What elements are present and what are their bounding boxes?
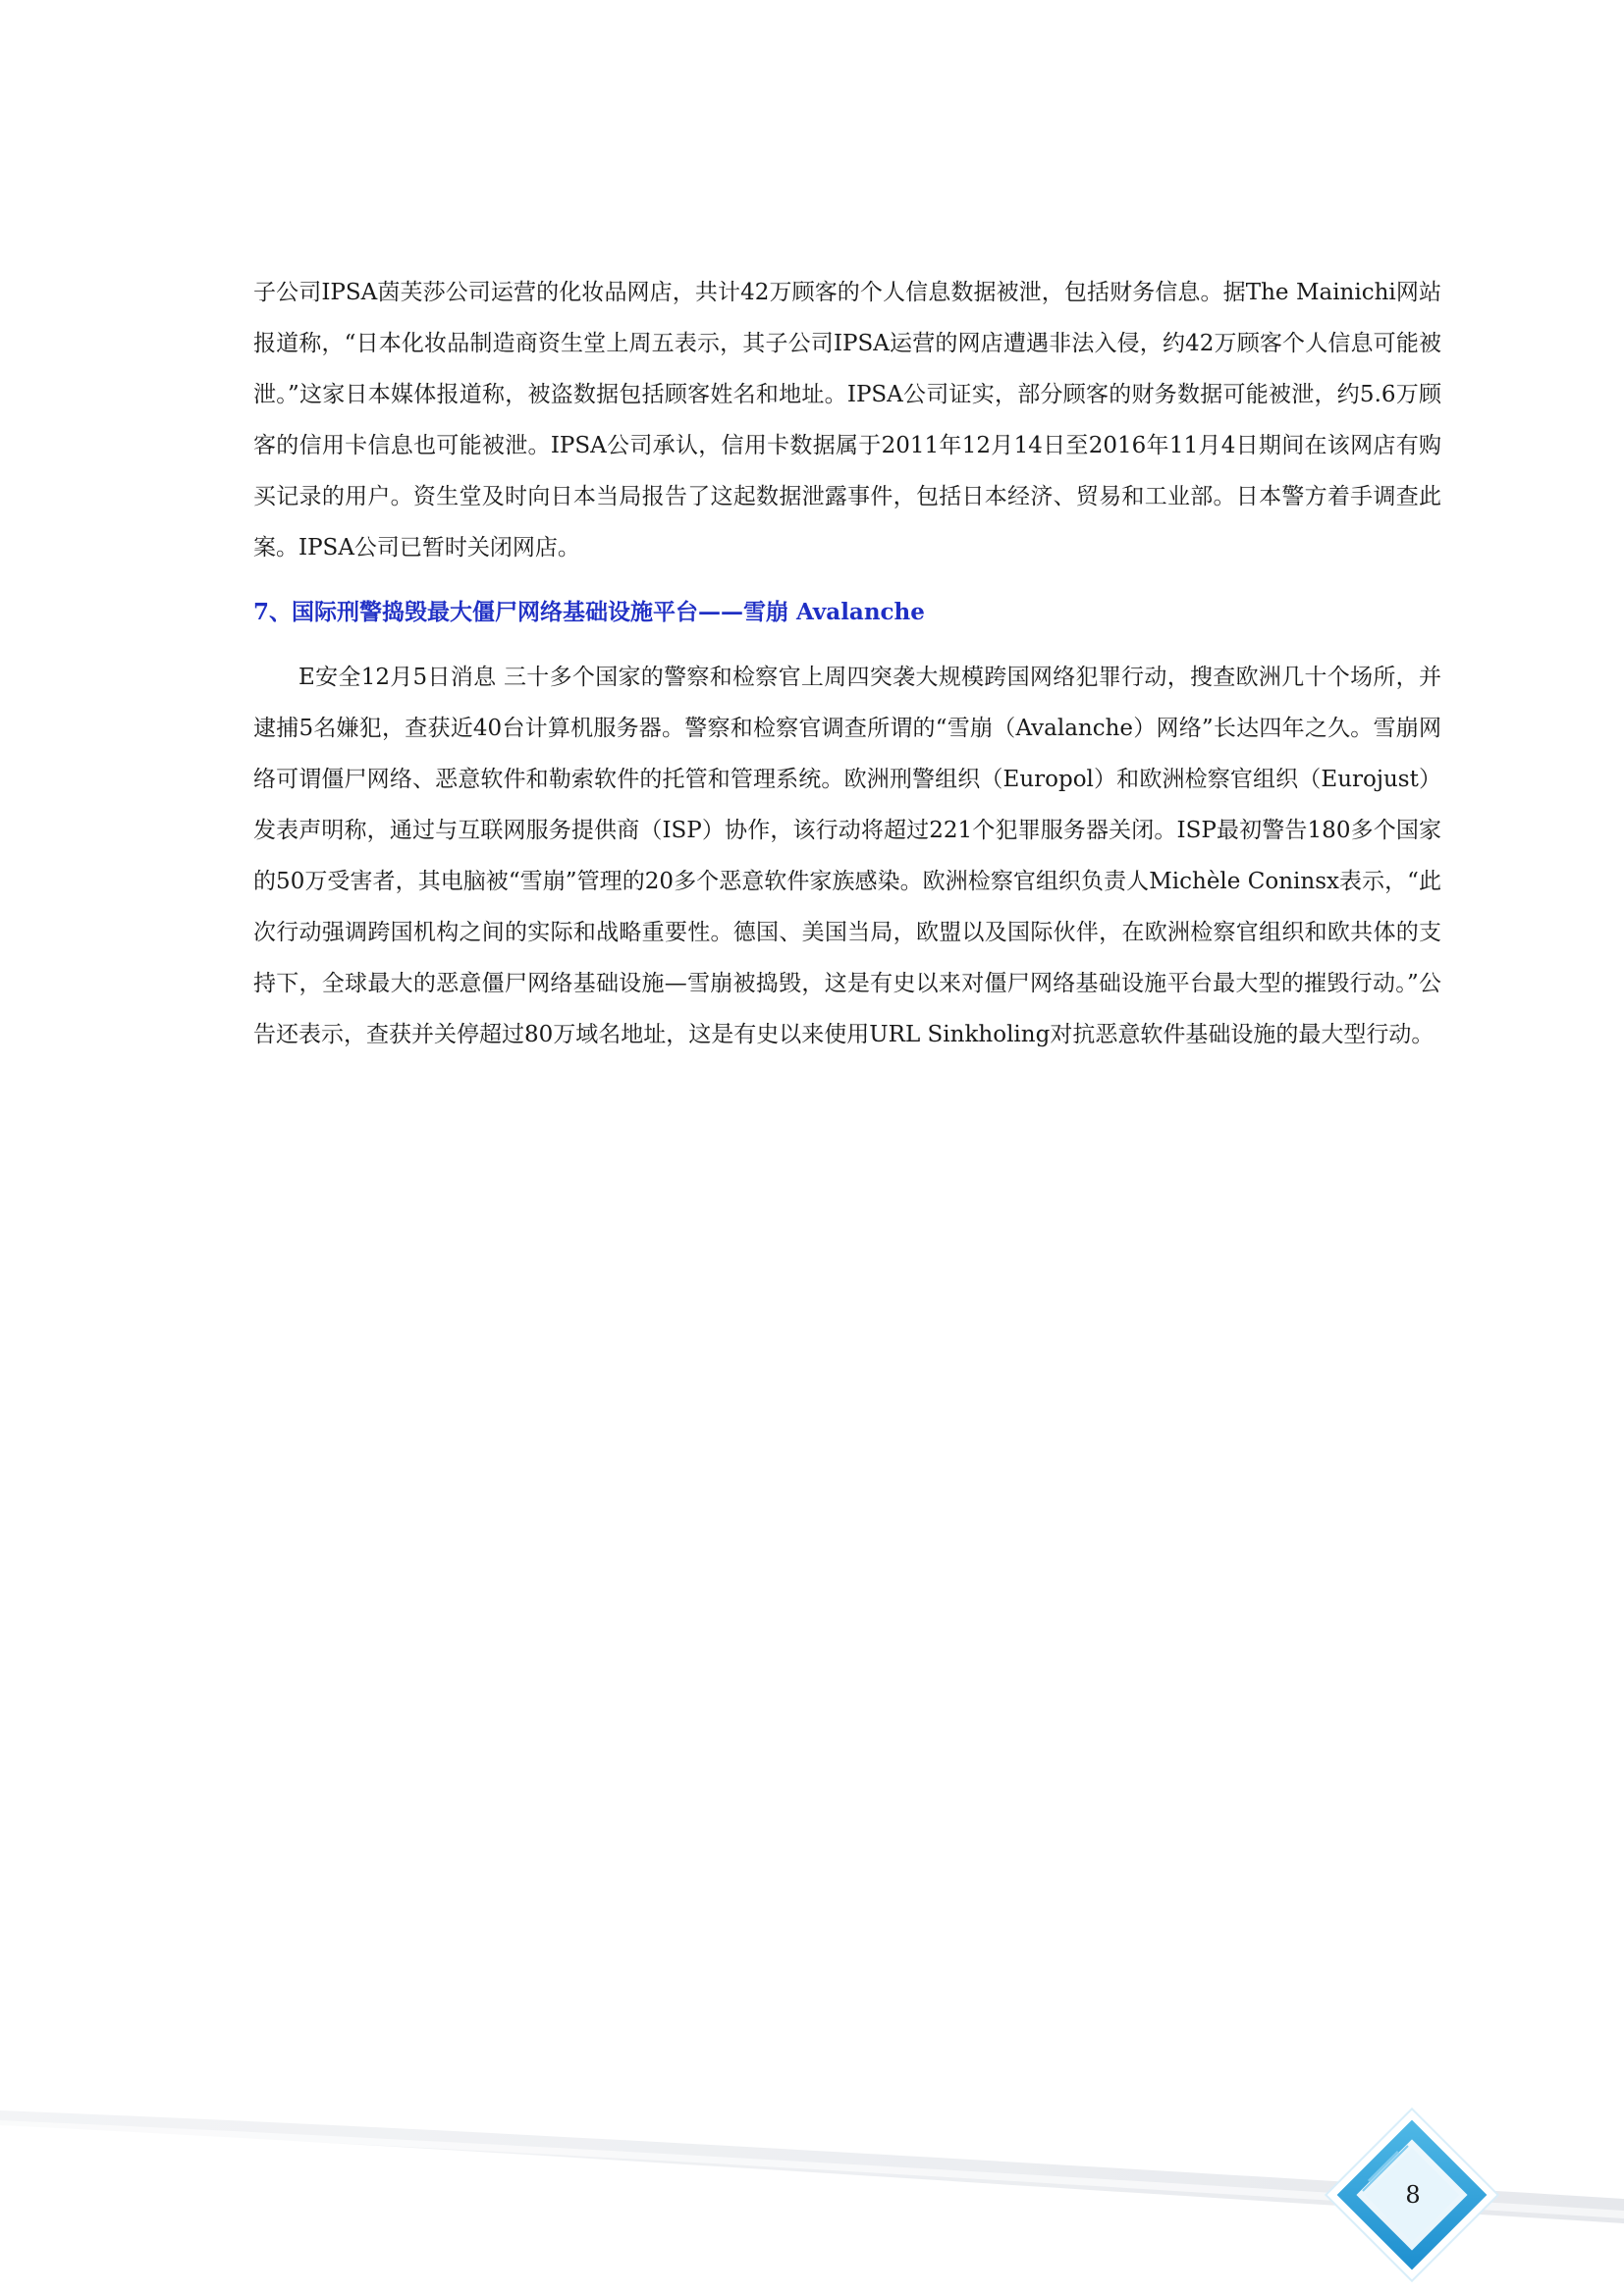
paragraph-avalanche: E安全12月5日消息 三十多个国家的警察和检察官上周四突袭大规模跨国网络犯罪行动，搜查欧洲几十个场所，并逮捕5名嫌犯，查获近40台计算机服务器。警察和检察官调查所谓的“雪崩（Avalanche）网络”长达四年之久。雪崩网络可谓僵尸网络、恶意软件和勒索软件的托管和管理系统。欧洲刑警组织（Europol）和欧洲检察官组织（Eurojust）发表声明称，通过与互联网服务提供商（ISP）协作，该行动将超过221个犯罪服务器关闭。ISP最初警告180多个国家的50万受害者，其电脑被“雪崩”管理的20多个恶意软件家族感染。欧洲检察官组织负责人Michèle Coninsx表示，“此次行动强调跨国机构之间的实际和战略重要性。德国、美国当局，欧盟以及国际伙伴，在欧洲检察官组织和欧共体的支持下，全球最大的恶意僵尸网络基础设施—雪崩被捣毁，这是有史以来对僵尸网络基础设施平台最大型的摧毁行动。”公告还表示，查获并关停超过80万域名地址，这是有史以来使用URL Sinkholing对抗恶意软件基础设施的最大型行动。 (253, 665, 1441, 1047)
section-heading-avalanche: 7、国际刑警捣毁最大僵尸网络基础设施平台——雪崩 Avalanche (253, 599, 925, 625)
paragraph-ipsa-breach: 子公司IPSA茵芙莎公司运营的化妆品网店，共计42万顾客的个人信息数据被泄，包括财务信息。据The Mainichi网站报道称，“日本化妆品制造商资生堂上周五表示，其子公司IPSA运营的网店遭遇非法入侵，约42万顾客个人信息可能被泄。”这家日本媒体报道称，被盗数据包括顾客姓名和地址。IPSA公司证实，部分顾客的财务数据可能被泄，约5.6万顾客的信用卡信息也可能被泄。IPSA公司承认，信用卡数据属于2011年12月14日至2016年11月4日期间在该网店有购买记录的用户。资生堂及时向日本当局报告了这起数据泄露事件，包括日本经济、贸易和工业部。日本警方着手调查此案。IPSA公司已暂时关闭网店。 (253, 280, 1441, 561)
article-body (253, 267, 1441, 1060)
footer-decoration (0, 2052, 1624, 2296)
page-number: 8 (1405, 2181, 1421, 2209)
